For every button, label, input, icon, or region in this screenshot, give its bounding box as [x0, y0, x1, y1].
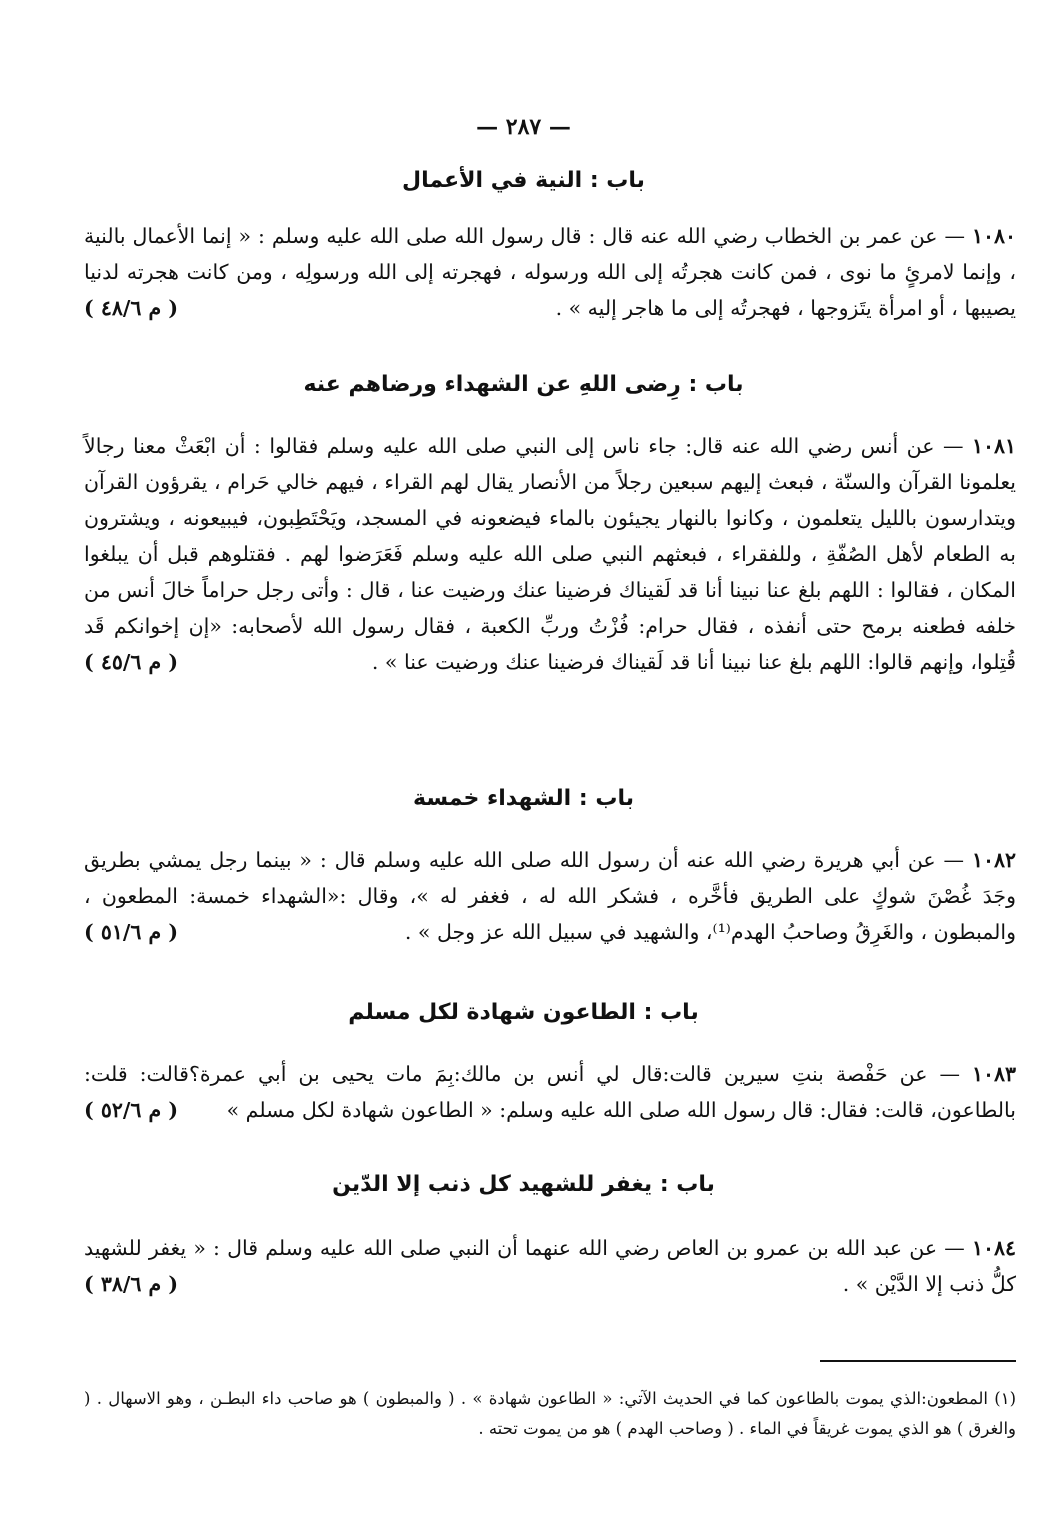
hadith-number: ١٠٨١	[971, 434, 1016, 458]
footnote: (١) المطعون:الذي يموت بالطاعون كما في الحديث الآتي: « الطاعون شهادة » . ( والمبطون ) هو صاحب داء البطـن ، وهو الاسهال . ( والغرق ) هو الذي يموت غريقاً في الماء . ( وصاحب الهدم ) هو من يموت تحته .	[84, 1389, 1016, 1438]
hadith-number: ١٠٨٤	[971, 1236, 1016, 1260]
hadith-number: ١٠٨٠	[971, 224, 1016, 248]
hadith-paragraph	[84, 842, 1016, 950]
chapter-heading: باب : رِضى اللهِ عن الشهداء ورضاهم عنه	[303, 372, 744, 397]
hadith-number: ١٠٨٣	[971, 1062, 1016, 1086]
hadith-reference: ( م ٥١/٦ )	[84, 920, 179, 944]
hadith-text: — عن عبد الله بن عمرو بن العاص رضي الله عنهما أن النبي صلى الله عليه وسلم قال : « يغفر للشهيد كلُّ ذنب إلا الدَّيْن » .	[84, 1236, 1016, 1296]
hadith-reference: ( م ٣٨/٦ )	[84, 1272, 179, 1296]
hadith-reference: ( م ٤٥/٦ )	[84, 650, 179, 674]
hadith-paragraph	[84, 428, 1016, 680]
hadith-paragraph	[84, 1056, 1016, 1128]
footnote-divider	[820, 1360, 1016, 1362]
chapter-heading: باب : النية في الأعمال	[402, 168, 645, 193]
hadith-text: — عن حَفْصة بنتِ سيرين قالت:قال لي أنس بن مالك:بِمَ مات يحيى بن أبي عمرة؟قالت: قلت: بالطاعون، قالت: فقال: قال رسول الله صلى الله عليه وسلم: « الطاعون شهادة لكل مسلم »	[84, 1062, 1016, 1122]
hadith-reference: ( م ٤٨/٦ )	[84, 296, 179, 320]
hadith-reference: ( م ٥٢/٦ )	[84, 1098, 179, 1122]
chapter-heading: باب : الشهداء خمسة	[413, 786, 634, 811]
hadith-text: — عن أنس رضي الله عنه قال: جاء ناس إلى النبي صلى الله عليه وسلم فقالوا : أن ابْعَثْ معنا رجالاً يعلمونا القرآن والسنّة ، فبعث إليهم سبعين رجلاً من الأنصار يقال لهم القراء ، فيهم خالي حَرام ، يقرؤون القرآن ويتدارسون بالليل يتعلمون ، وكانوا بالنهار يجيئون بالماء فيضعونه في المسجد، ويَحْتَطِبون، فيبيعونه ، ويشترون به الطعام لأهل الصُفّةِ ، وللفقراء ، فبعثهم النبي صلى الله عليه وسلم فَعَرَضوا لهم . فقتلوهم قبل أن يبلغوا المكان ، فقالوا : اللهم بلغ عنا نبينا أنا قد لَقيناك فرضينا عنك ورضيت عنا ، قال : وأتى رجل حراماً خالَ أنس من خلفه فطعنه برمح حتى أنفذه ، فقال حرام: فُزْتُ وربِّ الكعبة ، فقال رسول الله لأصحابه: «إن إخوانكم قَد قُتِلوا، وإنهم قالوا: اللهم بلغ عنا نبينا أنا قد لَقيناك فرضينا عنك ورضيت عنا » .	[84, 434, 1016, 674]
chapter-heading: باب : يغفر للشهيد كل ذنب إلا الدّين	[332, 1172, 715, 1197]
chapter-heading: باب : الطاعون شهادة لكل مسلم	[348, 1000, 699, 1025]
page-number: — ٢٨٧ —	[476, 114, 571, 140]
hadith-number: ١٠٨٢	[971, 848, 1016, 872]
hadith-text: — عن أبي هريرة رضي الله عنه أن رسول الله صلى الله عليه وسلم قال : « بينما رجل يمشي بطريق وجَدَ غُصْنَ شوكٍ على الطريق فأخَّره ، فشكر الله له ، فغفر له »، وقال :«الشهداء خمسة: المطعون ، والمبطون ، والغَرِقُ وصاحبُ الهدم⁽¹⁾، والشهيد في سبيل الله عز وجل » .	[84, 848, 1016, 944]
hadith-paragraph	[84, 1230, 1016, 1302]
hadith-text: — عن عمر بن الخطاب رضي الله عنه قال : قال رسول الله صلى الله عليه وسلم : « إنما الأعمال بالنية ، وإنما لامرئٍ ما نوى ، فمن كانت هجرتُه إلى الله ورسوله ، فهجرته إلى الله ورسولِه ، ومن كانت هجرته لدنيا يصيبها ، أو امرأة يتَزوجها ، فهجرتُه إلى ما هاجر إليه » .	[84, 224, 1016, 320]
hadith-paragraph	[84, 218, 1016, 326]
